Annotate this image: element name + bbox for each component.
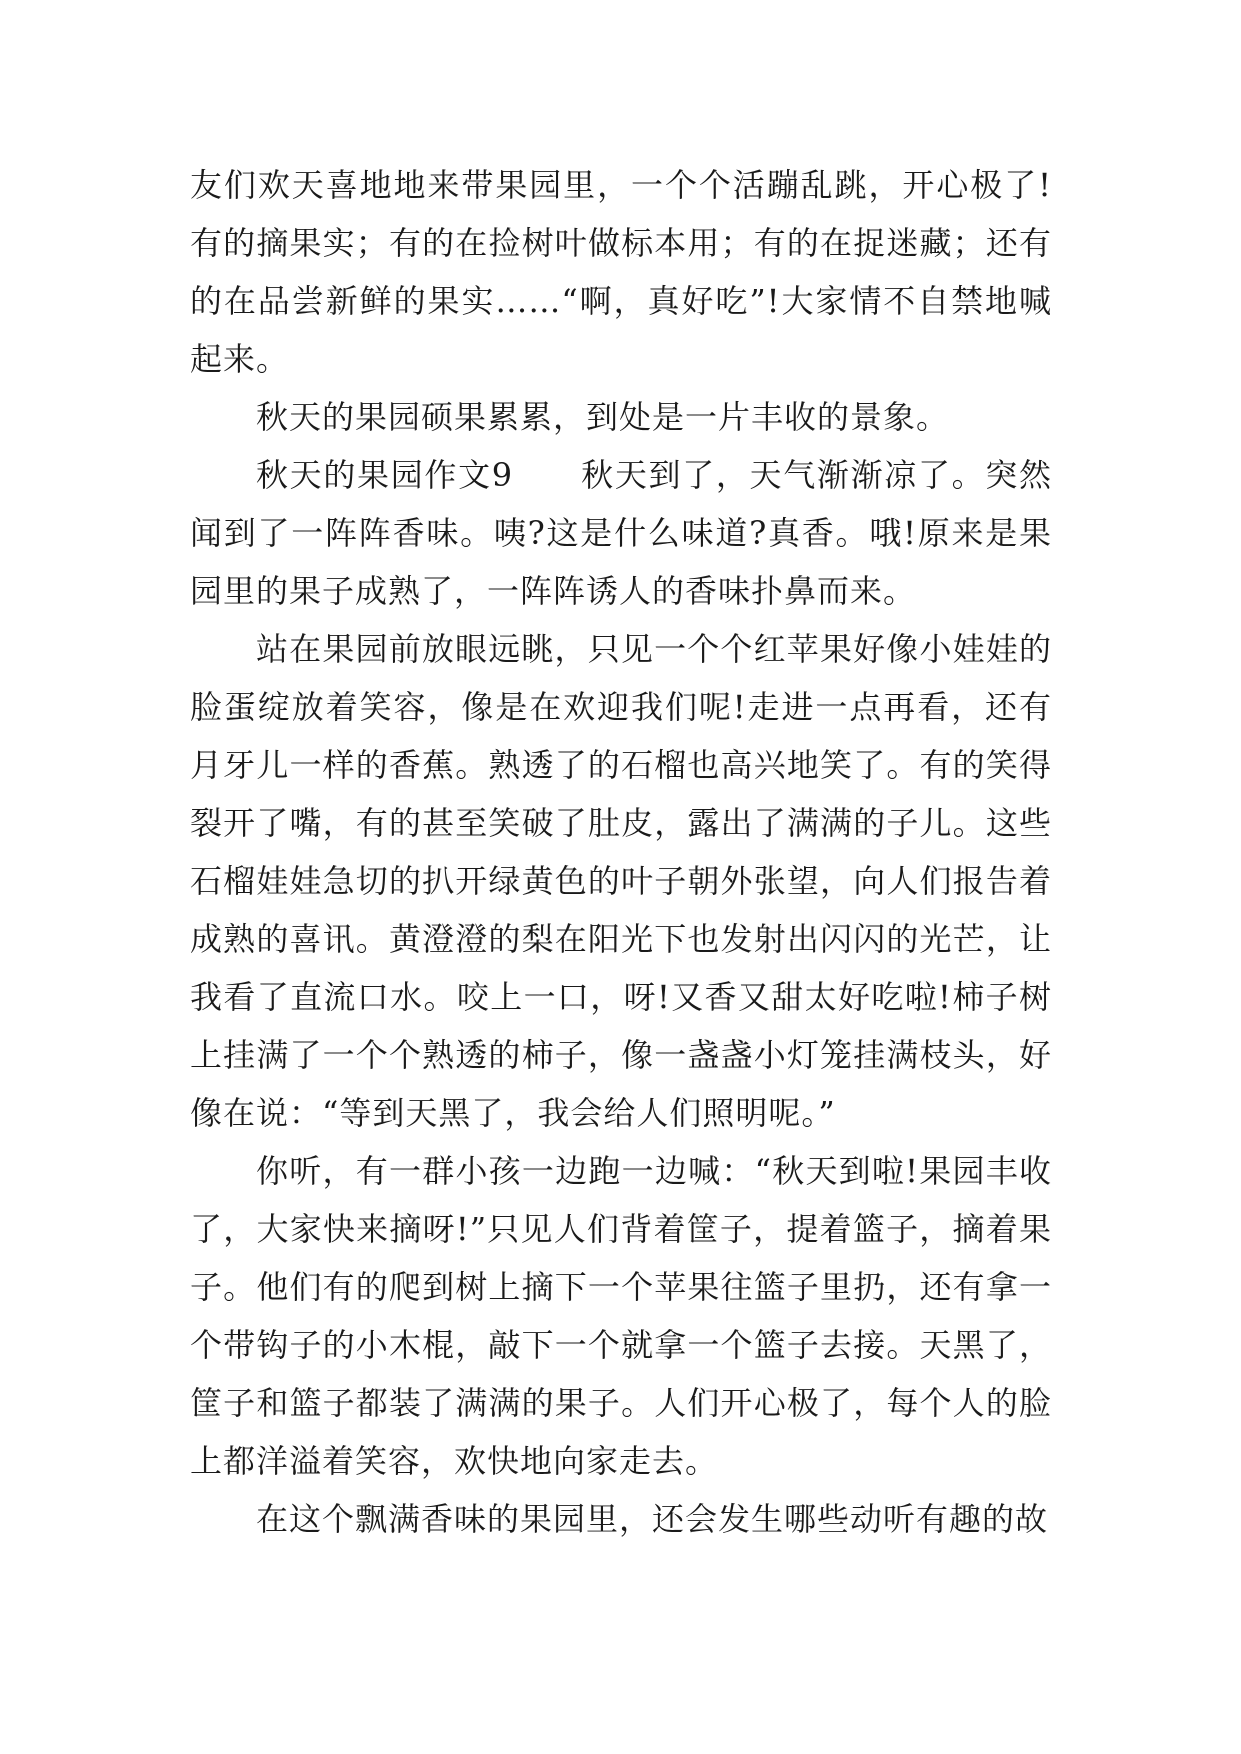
paragraph: 秋天的果园硕果累累，到处是一片丰收的景象。 [256, 398, 950, 436]
paragraph: 你听，有一群小孩一边跑一边喊：“秋天到啦!果园丰收了，大家快来摘呀!”只见人们背着筐子，提着篮子，摘着果子。他们有的爬到树上摘下一个苹果往篮子里扔，还有拿一个带钩子的小木棍，敲下一个就拿一个篮子去接。天黑了，筐子和篮子都装了满满的果子。人们开心极了，每个人的脸上都洋溢着笑容，欢快地向家走去。 [190, 1152, 1052, 1480]
paragraph: 在这个飘满香味的果园里，还会发生哪些动听有趣的故 [256, 1500, 1049, 1538]
paragraph: 友们欢天喜地地来带果园里，一个个活蹦乱跳，开心极了!有的摘果实；有的在捡树叶做标本用；有的在捉迷藏；还有的在品尝新鲜的果实……“啊，真好吃”!大家情不自禁地喊起来。 [190, 166, 1052, 378]
paragraph: 秋天的果园作文9 秋天到了，天气渐渐凉了。突然闻到了一阵阵香味。咦?这是什么味道?真香。哦!原来是果园里的果子成熟了，一阵阵诱人的香味扑鼻而来。 [190, 456, 1052, 610]
paragraph: 站在果园前放眼远眺，只见一个个红苹果好像小娃娃的脸蛋绽放着笑容，像是在欢迎我们呢!走进一点再看，还有月牙儿一样的香蕉。熟透了的石榴也高兴地笑了。有的笑得裂开了嘴，有的甚至笑破了肚皮，露出了满满的子儿。这些石榴娃娃急切的扒开绿黄色的叶子朝外张望，向人们报告着成熟的喜讯。黄澄澄的梨在阳光下也发射出闪闪的光芒，让我看了直流口水。咬上一口，呀!又香又甜太好吃啦!柿子树上挂满了一个个熟透的柿子，像一盏盏小灯笼挂满枝头，好像在说：“等到天黑了，我会给人们照明呢。” [190, 630, 1052, 1132]
document-body [190, 156, 1052, 1548]
